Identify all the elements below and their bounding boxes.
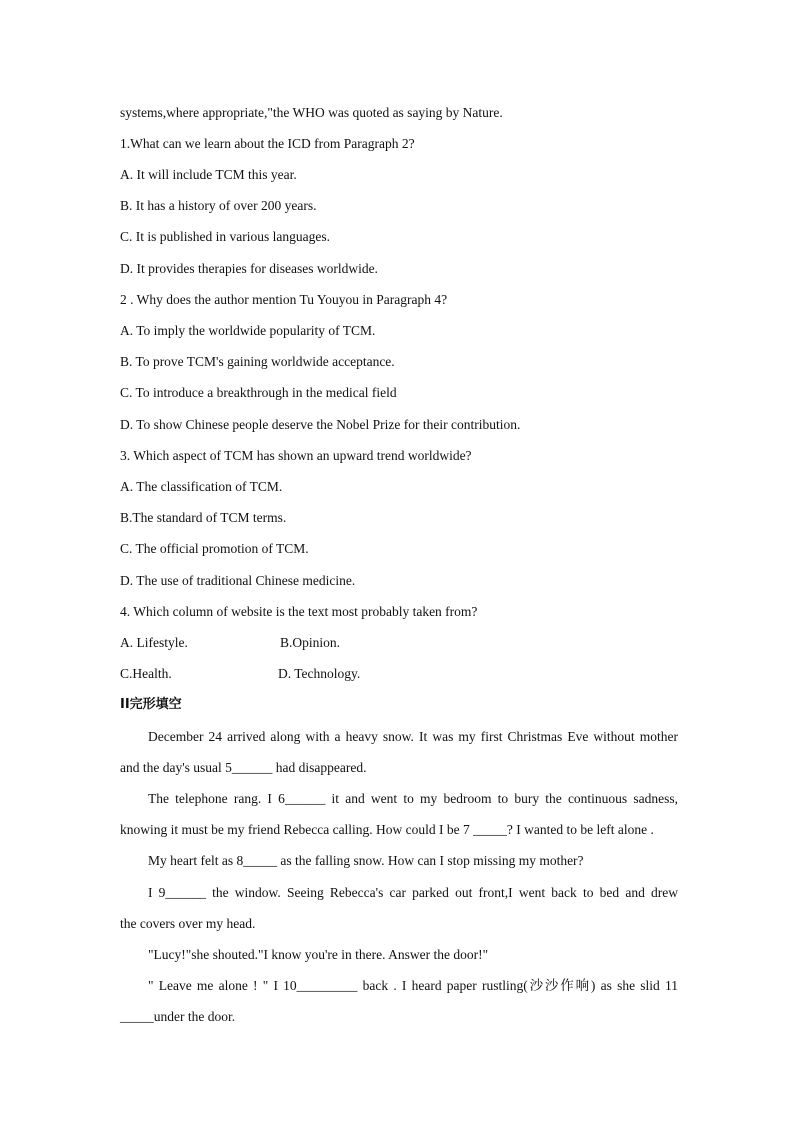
question-4-options-row-1 xyxy=(120,635,680,651)
cloze-line-7: the covers over my head. xyxy=(120,916,256,931)
question-4-option-d: D. Technology. xyxy=(278,666,361,681)
passage-tail: systems,where appropriate,"the WHO was quoted as saying by Nature. xyxy=(120,105,503,120)
question-1-option-d: D. It provides therapies for diseases worldwide. xyxy=(120,261,378,276)
question-3-option-b: B.The standard of TCM terms. xyxy=(120,510,287,525)
question-1-option-c: C. It is published in various languages. xyxy=(120,229,330,244)
question-3-option-a: A. The classification of TCM. xyxy=(120,479,283,494)
section-title: II完形填空 xyxy=(120,697,182,712)
cloze-line-8: "Lucy!"she shouted."I know you're in there. Answer the door!" xyxy=(148,947,489,962)
question-2-option-c: C. To introduce a breakthrough in the medical field xyxy=(120,385,397,400)
question-1-option-b: B. It has a history of over 200 years. xyxy=(120,198,317,213)
question-4-option-b: B.Opinion. xyxy=(280,635,341,650)
question-2-option-d: D. To show Chinese people deserve the Nobel Prize for their contribution. xyxy=(120,417,521,432)
cloze-line-9: " Leave me alone ! " I 10_________ back . I heard paper rustling(沙沙作响) as she slid 11 xyxy=(148,978,678,993)
question-4-stem: 4. Which column of website is the text most probably taken from? xyxy=(120,604,478,619)
question-4-option-c: C.Health. xyxy=(120,666,172,681)
cloze-line-6: I 9______ the window. Seeing Rebecca's car parked out front,I went back to bed and drew xyxy=(148,885,678,900)
cloze-line-5: My heart felt as 8_____ as the falling snow. How can I stop missing my mother? xyxy=(148,853,584,868)
question-2-option-a: A. To imply the worldwide popularity of TCM. xyxy=(120,323,376,338)
question-2-stem: 2 . Why does the author mention Tu Youyou in Paragraph 4? xyxy=(120,292,448,307)
question-3-option-d: D. The use of traditional Chinese medicine. xyxy=(120,573,356,588)
cloze-line-3: The telephone rang. I 6______ it and went to my bedroom to bury the continuous sadness, xyxy=(148,791,678,806)
question-1-stem: 1.What can we learn about the ICD from Paragraph 2? xyxy=(120,136,415,151)
question-1-option-a: A. It will include TCM this year. xyxy=(120,167,297,182)
cloze-line-10: _____under the door. xyxy=(120,1009,236,1024)
question-3-stem: 3. Which aspect of TCM has shown an upward trend worldwide? xyxy=(120,448,472,463)
cloze-line-1: December 24 arrived along with a heavy snow. It was my first Christmas Eve without mother xyxy=(148,729,678,744)
question-4-options-row-2 xyxy=(120,666,680,682)
cloze-line-2: and the day's usual 5______ had disappeared. xyxy=(120,760,367,775)
question-2-option-b: B. To prove TCM's gaining worldwide acceptance. xyxy=(120,354,395,369)
question-4-option-a: A. Lifestyle. xyxy=(120,635,188,650)
question-3-option-c: C. The official promotion of TCM. xyxy=(120,541,309,556)
cloze-line-4: knowing it must be my friend Rebecca calling. How could I be 7 _____? I wanted to be left alone . xyxy=(120,822,654,837)
